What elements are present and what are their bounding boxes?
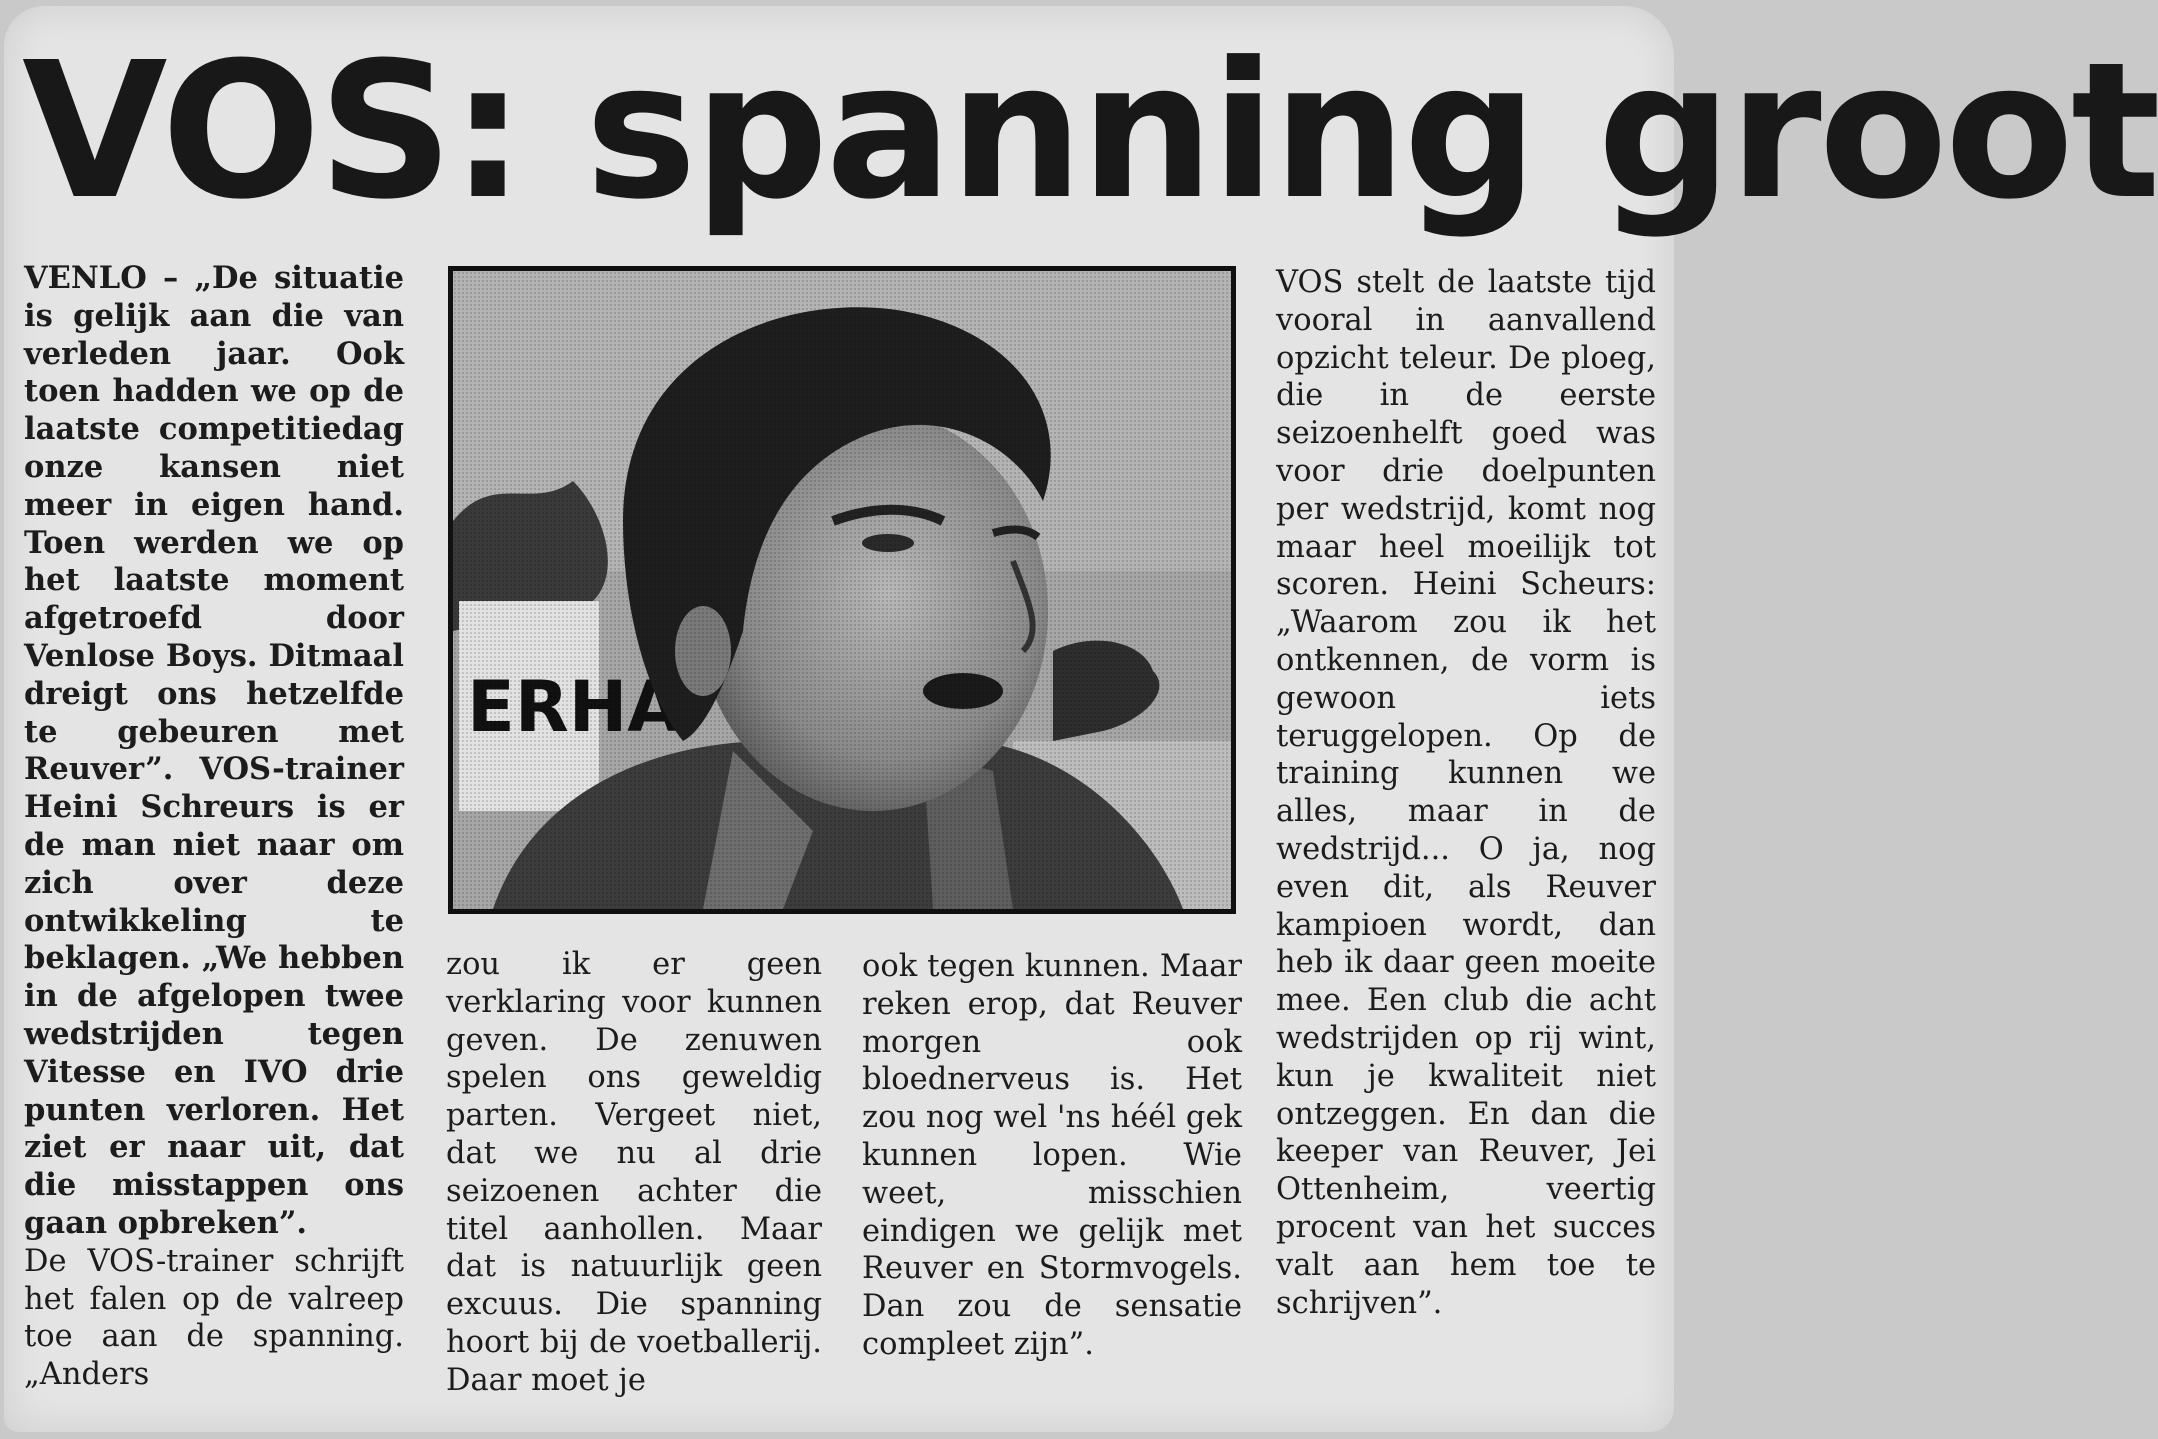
- article-body-1: De VOS-trainer schrijft het falen op de valreep toe aan de spanning. „Anders: [24, 1243, 404, 1393]
- newspaper-clipping: [4, 6, 2158, 1432]
- article-lead: VENLO – „De situatie is gelijk aan die van verleden jaar. Ook toen hadden we op de laatste competitiedag onze kansen niet meer in eigen hand. Toen werden we op het laatste moment afgetroefd door Venlose Boys. Ditmaal dreigt ons hetzelfde te gebeuren met Reuver”. VOS-trainer Heini Schreurs is er de man niet naar om zich over deze ontwikkeling te beklagen. „We hebben in de afgelopen twee wedstrijden tegen Vitesse en IVO drie punten verloren. Het ziet er naar uit, dat die misstappen ons gaan opbreken”.: [24, 260, 404, 1241]
- trainer-photo: [448, 266, 1236, 914]
- headline: VOS: spanning groot: [22, 22, 2158, 241]
- article-column-2: [446, 946, 822, 1400]
- article-body-2: zou ik er geen verklaring voor kunnen geven. De zenuwen spelen ons geweldig parten. Vergeet niet, dat we nu al drie seizoenen achter die titel aanhollen. Maar dat is natuurlijk geen excuus. Die spanning hoort bij de voetballerij. Daar moet je: [446, 947, 822, 1398]
- article-body-3: ook tegen kunnen. Maar reken erop, dat Reuver morgen ook bloednerveus is. Het zou nog wel 'ns héél gek kunnen lopen. Wie weet, misschien eindigen we gelijk met Reuver en Stormvogels. Dan zou de sensatie compleet zijn”.: [862, 949, 1242, 1362]
- portrait-image: [453, 271, 1231, 909]
- article-column-3: [862, 948, 1242, 1364]
- article-column-1: [24, 260, 404, 1394]
- article-column-4: [1276, 264, 1656, 1322]
- article-body-4: VOS stelt de laatste tijd vooral in aanvallend opzicht teleur. De ploeg, die in de eerste seizoenhelft goed was voor drie doelpunten per wedstrijd, komt nog maar heel moeilijk tot scoren. Heini Scheurs: „Waarom zou ik het ontkennen, de vorm is gewoon iets teruggelopen. Op de training kunnen we alles, maar in de wedstrijd... O ja, nog even dit, als Reuver kampioen wordt, dan heb ik daar geen moeite mee. Een club die acht wedstrijden op rij wint, kun je kwaliteit niet ontzeggen. En dan die keeper van Reuver, Jei Ottenheim, veertig procent van het succes valt aan hem toe te schrijven”.: [1276, 265, 1656, 1321]
